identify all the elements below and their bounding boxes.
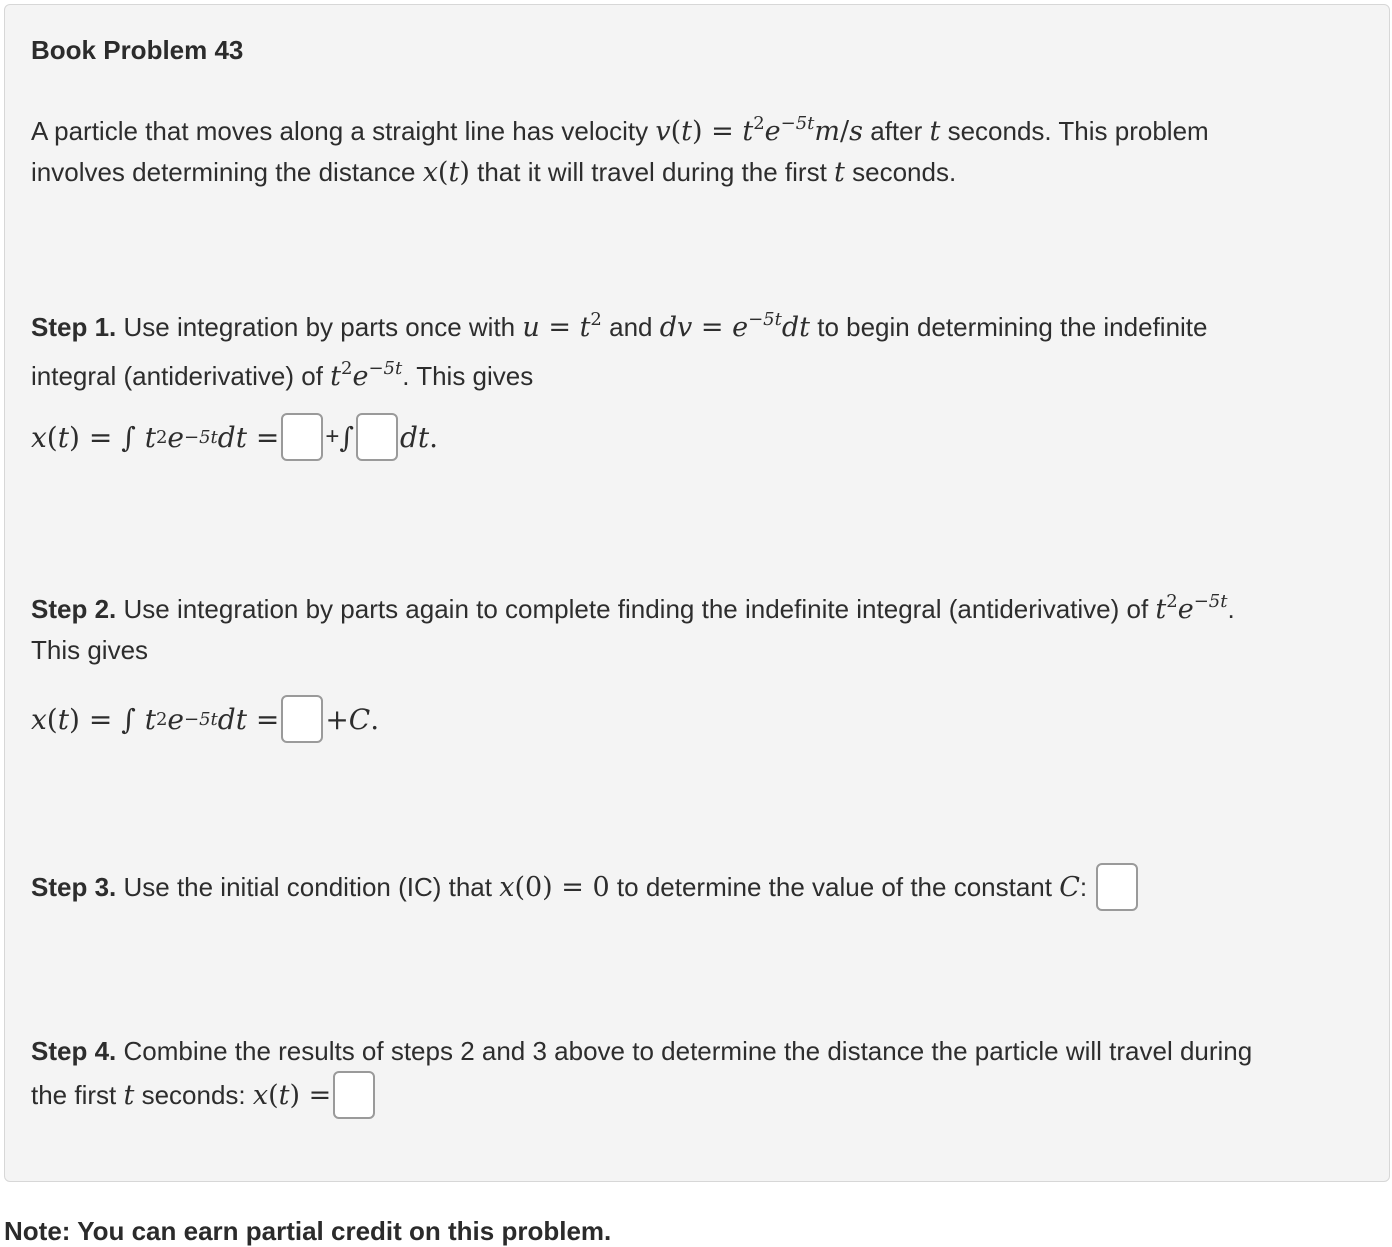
step-4-answer-input[interactable] [333,1071,375,1119]
step-3-answer-input[interactable] [1096,863,1138,911]
step-4-equation: the first t seconds: x ( t ) = [31,1071,1381,1119]
step-3-text: Step 3. Use the initial condition (IC) that x (0) = 0 to determine the value of the constant C : [31,863,1381,911]
step-4-text: Step 4. Combine the results of steps 2 and 3 above to determine the distance the particle will travel during [31,1036,1253,1066]
problem-intro: A particle that moves along a straight line has velocity $v(t) = t^2e^{-5t}m/s$ after t seconds. This problem involves determining the distance x(t) that it will travel during the first t seconds. [31,113,1209,188]
step-1-answer-input-2[interactable] [356,413,398,461]
step-1-equation: x ( t ) = ∫ t 2 e −5t dt = + ∫ dt . [31,413,438,461]
problem-card [4,4,1390,1182]
step-1-answer-input-1[interactable] [281,413,323,461]
step-2-answer-input[interactable] [281,695,323,743]
step-2-equation: x ( t ) = ∫ t 2 e −5t dt = + C . [31,695,379,743]
partial-credit-note: Note: You can earn partial credit on this problem. [4,1216,612,1246]
step-2-text: Step 2. Use integration by parts again to complete finding the indefinite integral (antiderivative) of $t^2e^{-5t}$. This gives [31,591,1235,665]
step-1-text: Step 1. Use integration by parts once with $u = t^2$ and dv = $e^{-5t}dt$ to begin determining the indefinite integral (antiderivative) of $t^2e^{-5t}$. This gives [31,309,1208,392]
problem-title: Book Problem 43 [31,35,244,65]
